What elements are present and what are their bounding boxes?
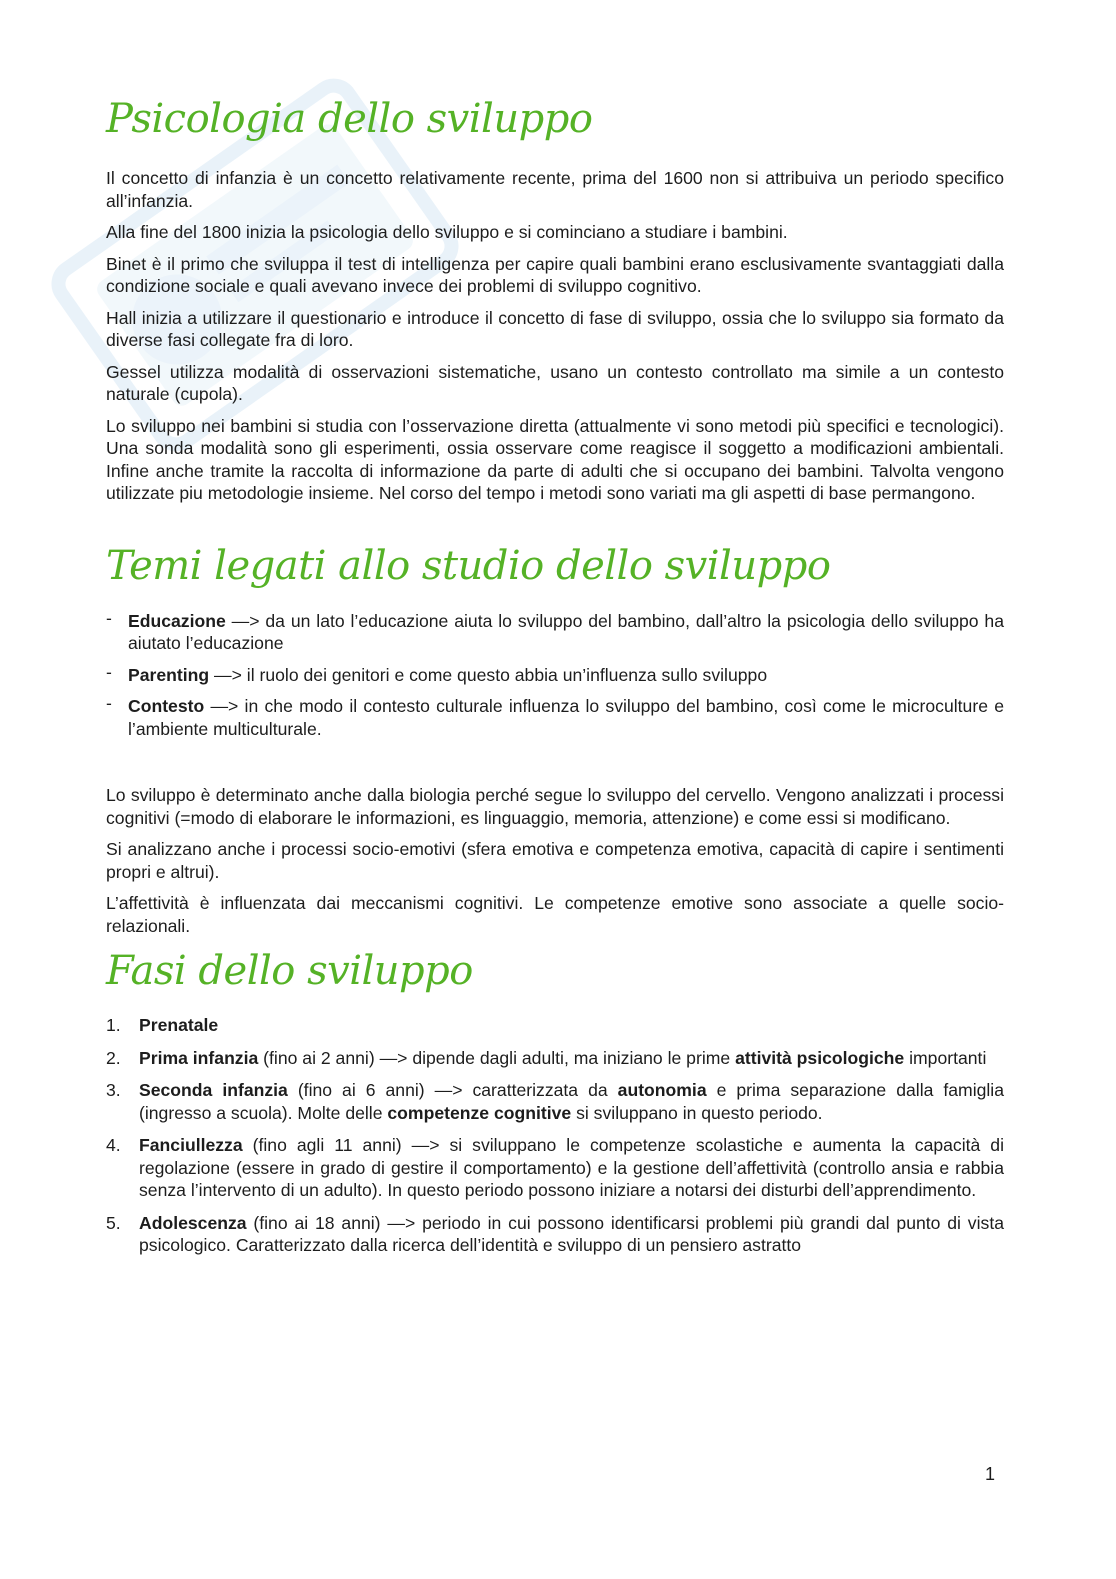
item-term: Adolescenza — [139, 1212, 247, 1233]
item-term: Prima infanzia — [139, 1047, 259, 1068]
item-text: (fino ai 18 anni) —> periodo in cui possono identificarsi problemi più grandi dal punto di vista psicologico. Caratterizzato dalla ricerca dell’identità e sviluppo di un pensiero astratto — [139, 1212, 1004, 1255]
item-term: Seconda infanzia — [139, 1080, 288, 1100]
item-text: e prima separazione dalla famiglia (ingresso a scuola). Molte delle — [139, 1080, 1005, 1123]
item-text: importanti — [904, 1047, 987, 1068]
item-text: si sviluppano in questo periodo. — [571, 1102, 823, 1123]
paragraph: Il concetto di infanzia è un concetto relativamente recente, prima del 1600 non si attribuiva un periodo specifico all’infanzia. — [106, 168, 1004, 211]
list-item — [106, 1014, 1004, 1037]
item-term: Contesto — [128, 696, 205, 716]
item-emphasis: competenze cognitive — [387, 1102, 572, 1123]
item-term: Educazione — [128, 610, 226, 631]
item-number: 5. — [106, 1212, 121, 1233]
list-item — [106, 695, 1004, 740]
dash-bullet: - — [106, 607, 112, 628]
item-term: Prenatale — [139, 1015, 219, 1035]
paragraph: Hall inizia a utilizzare il questionario e introduce il concetto di fase di sviluppo, ossia che lo sviluppo sia formato da diverse fasi collegate fra di loro. — [106, 307, 1004, 350]
item-number: 2. — [106, 1047, 121, 1068]
item-text: (fino ai 2 anni) —> dipende dagli adulti, ma iniziano le prime — [258, 1047, 736, 1068]
dash-bullet: - — [106, 693, 112, 713]
item-term: Fanciullezza — [139, 1135, 243, 1155]
paragraph: Si analizzano anche i processi socio-emotivi (sfera emotiva e competenza emotiva, capacità di capire i sentimenti propri e altrui). — [106, 839, 1004, 882]
item-term: Parenting — [128, 664, 210, 685]
item-number: 4. — [106, 1135, 121, 1155]
biology-paragraphs — [106, 784, 1004, 937]
item-emphasis: attività psicologiche — [735, 1047, 905, 1068]
item-text: (fino agli 11 anni) —> si sviluppano le competenze scolastiche e aumenta la capacità di regolazione (essere in grado di gestire il comportamento) e la gestione dell’affettività (controllo ansia e rabbia senza l’intervento di un adulto). In questo periodo possono iniziare a notarsi dei disturbi dell’apprendimento. — [139, 1135, 1004, 1200]
item-text: —> da un lato l’educazione aiuta lo sviluppo del bambino, dall’altro la psicologia dello sviluppo ha aiutato l’educazione — [128, 610, 1004, 653]
themes-list — [106, 607, 1004, 741]
section-temi — [106, 542, 1004, 938]
item-number: 1. — [106, 1015, 121, 1035]
section-title: Psicologia dello sviluppo — [106, 96, 593, 142]
paragraph: L’affettività è influenzata dai meccanismi cognitivi. Le competenze emotive sono associate a quelle socio-relazionali. — [106, 893, 1004, 936]
page-number: 1 — [985, 1464, 996, 1484]
item-text: —> in che modo il contesto culturale influenza lo sviluppo del bambino, così come le microculture e l’ambiente multiculturale. — [128, 696, 1004, 739]
list-item — [106, 1047, 1004, 1070]
item-emphasis: autonomia — [617, 1080, 707, 1100]
paragraph: Lo sviluppo nei bambini si studia con l’osservazione diretta (attualmente vi sono metodi più specifici e tecnologici). Una sonda modalità sono gli esperimenti, ossia osservare come reagisce il soggetto a modificazioni ambientali. Infine anche tramite la raccolta di informazione da parte di adulti che si occupano dei bambini. Talvolta vengono utilizzate piu metodologie insieme. Nel corso del tempo i metodi sono variati ma gli aspetti di base permangono. — [106, 415, 1004, 503]
phases-list — [106, 1014, 1004, 1257]
item-text: (fino ai 6 anni) —> caratterizzata da — [287, 1080, 618, 1100]
section-psicologia — [106, 95, 1004, 505]
paragraph: Gessel utilizza modalità di osservazioni sistematiche, usano un contesto controllato ma simile a un contesto naturale (cupola). — [106, 361, 1004, 404]
list-item — [106, 607, 1004, 655]
section-fasi — [106, 947, 1004, 1257]
section-title: Fasi dello sviluppo — [106, 948, 473, 994]
list-item — [106, 1079, 1004, 1124]
list-item — [106, 1212, 1004, 1257]
dash-bullet: - — [106, 661, 112, 682]
section-title: Temi legati allo studio dello sviluppo — [106, 542, 831, 589]
document-page — [106, 95, 1004, 1267]
paragraph: Alla fine del 1800 inizia la psicologia dello sviluppo e si cominciano a studiare i bambini. — [106, 222, 788, 242]
paragraph: Lo sviluppo è determinato anche dalla biologia perché segue lo sviluppo del cervello. Vengono analizzati i processi cognitivi (=modo di elaborare le informazioni, es linguaggio, memoria, attenzione) e come essi si modificano. — [106, 785, 1004, 828]
item-number: 3. — [106, 1080, 121, 1100]
paragraph: Binet è il primo che sviluppa il test di intelligenza per capire quali bambini erano esclusivamente svantaggiati dalla condizione sociale e quali avevano invece dei problemi di sviluppo cognitivo. — [106, 253, 1004, 296]
list-item — [106, 661, 1004, 687]
list-item — [106, 1134, 1004, 1202]
item-text: —> il ruolo dei genitori e come questo abbia un’influenza sullo sviluppo — [209, 664, 768, 685]
